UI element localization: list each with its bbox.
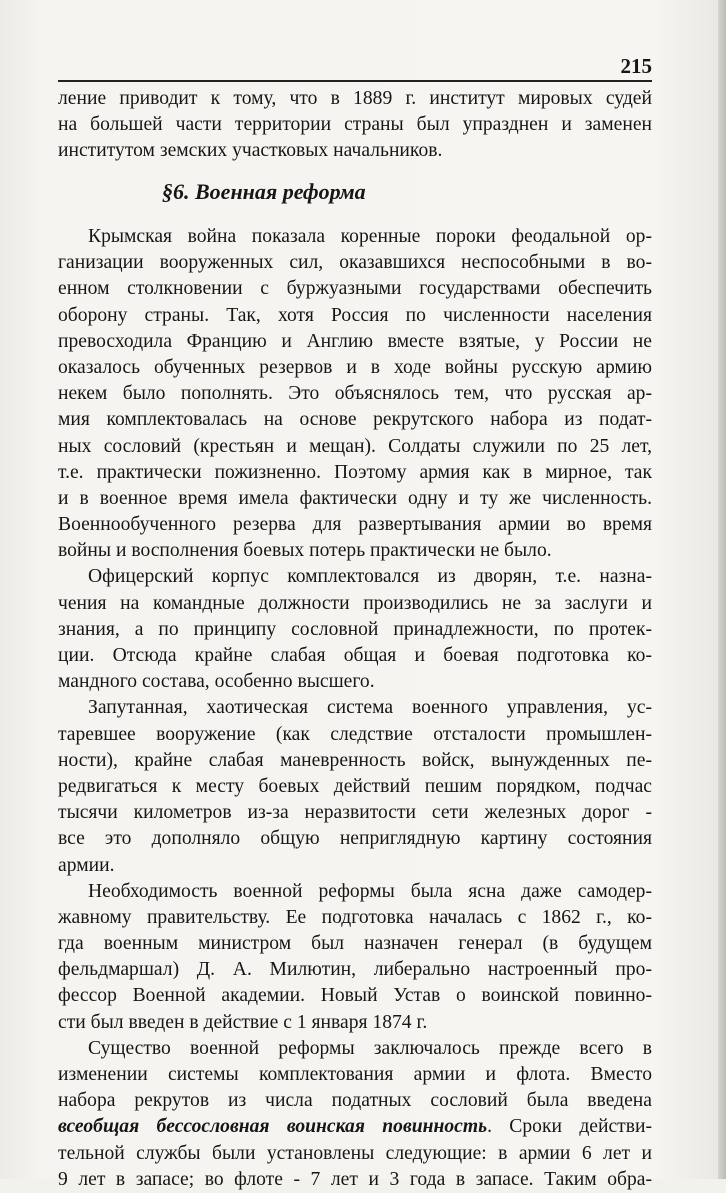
text-line: енном столкновении с буржуазными государствами обеспечить: [58, 278, 652, 300]
text-line: таревшее вооружение (как следствие отсталости промышлен-: [58, 723, 652, 745]
text-line: фессор Военной академии. Новый Устав о воинской повинно-: [58, 985, 652, 1007]
text-line: Запутанная, хаотическая система военного управления, ус-: [88, 697, 652, 719]
text-line: оборону страны. Так, хотя Россия по численности населения: [58, 304, 652, 326]
text-line: Существо военной реформы заключалось прежде всего в: [88, 1037, 652, 1059]
text-line: некем было пополнять. Это объяснялось тем, что русская ар-: [58, 383, 652, 405]
text-line: чения на командные должности производились не за заслуги и: [58, 592, 652, 614]
text-line: и в военное время имела фактически одну и ту же численность.: [58, 487, 652, 509]
text-line: Офицерский корпус комплектовался из дворян, т.е. назна-: [88, 566, 652, 588]
text-line: мия комплектовалась на основе рекрутского набора из подат-: [58, 409, 652, 431]
header-rule: [58, 80, 652, 82]
text-line: ности), крайне слабая маневренность войск, вынужденных пе-: [58, 749, 652, 771]
text-line: превосходила Францию и Англию вместе взятые, у России не: [58, 330, 652, 352]
top-paragraph: [58, 86, 652, 165]
text-line: т.е. практически пожизненно. Поэтому армия как в мирное, так: [58, 461, 652, 483]
text-line: 9 лет в запасе; во флоте - 7 лет и 3 года в запасе. Таким обра-: [58, 1168, 652, 1190]
text-line: редвигаться к месту боевых действий пешим порядком, подчас: [58, 775, 652, 797]
body-text: [58, 224, 652, 1193]
text-line: знания, а по принципу сословной принадлежности, по протек-: [58, 618, 652, 640]
text-line: фельдмаршал) Д. А. Милютин, либерально настроенный про-: [58, 959, 652, 981]
text-line: изменении системы комплектования армии и флота. Вместо: [58, 1064, 652, 1085]
section-heading: §6. Военная реформа: [162, 179, 366, 204]
text-line: оказалось обученных резервов и в ходе войны русскую армию: [58, 356, 652, 378]
page-edge-shadow: [718, 0, 726, 1179]
text-line: войны и восполнения боевых потерь практически не было.: [58, 540, 552, 562]
text-line: ных сословий (крестьян и мещан). Солдаты служили по 25 лет,: [58, 435, 652, 457]
emphasis-line-rest: . Сроки действи-: [487, 1116, 652, 1138]
text-line: набора рекрутов из числа податных сословий была введена: [58, 1090, 652, 1112]
text-line: Военнообученного резерва для развертывания армии во время: [58, 514, 652, 536]
text-line: на большей части территории страны был упразднен и заменен: [58, 114, 652, 136]
text-line: все это дополняло общую неприглядную картину состояния: [58, 828, 652, 850]
text-line: жавному правительству. Ее подготовка началась с 1862 г., ко-: [58, 906, 652, 928]
text-line: мандного состава, особенно высшего.: [58, 671, 375, 693]
page-number: 215: [620, 54, 652, 78]
emphasis-term: всеобщая бессословная воинская повинность: [58, 1116, 488, 1138]
text-line: ление приводит к тому, что в 1889 г. институт мировых судей: [58, 88, 652, 109]
text-line: ганизации вооруженных сил, оказавшихся неспособными в во-: [58, 252, 652, 274]
text-line: армии.: [58, 854, 115, 876]
text-line: тысячи километров из-за неразвитости сети железных дорог -: [58, 802, 652, 824]
emphasis-line: [58, 1114, 652, 1140]
text-line: сти был введен в действие с 1 января 1874 г.: [58, 1011, 428, 1033]
text-line: тельной службы были установлены следующие: в армии 6 лет и: [58, 1142, 652, 1164]
text-line: институтом земских участковых начальников.: [58, 140, 443, 162]
text-line: Крымская война показала коренные пороки феодальной ор-: [88, 226, 652, 247]
text-line: Необходимость военной реформы была ясна даже самодер-: [88, 880, 652, 902]
text-line: гда военным министром был назначен генерал (в будущем: [58, 933, 652, 955]
text-line: ции. Отсюда крайне слабая общая и боевая подготовка ко-: [58, 645, 652, 666]
